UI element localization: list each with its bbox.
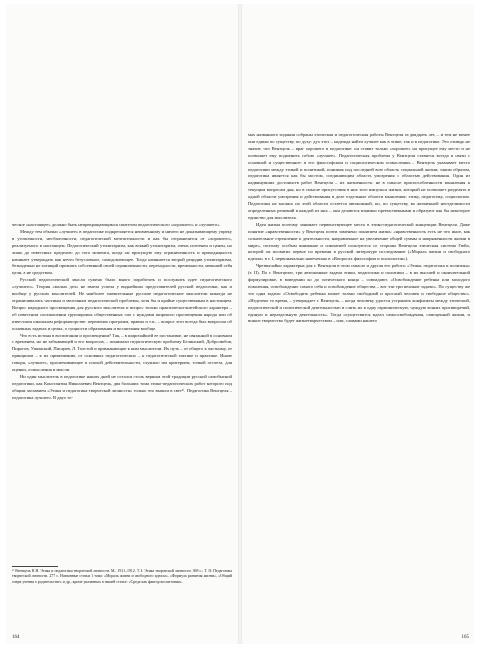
- page-number-left: 164: [12, 635, 20, 640]
- right-page-body: [248, 132, 470, 626]
- right-paragraph-2: Идея жизни поэтому занимает первенствующее место в этико-педагогической концепции Вентцеля. Даже понятие «нравственности» у Вентцеля почти заменено понятием жизнь: «нравственность есть не что иное, как сознательное стремление к деятельности, направленное на увеличение общей суммы и напряженности жизни в мире», поэтому особым внимание и симпатией пользуются со стороны Вентцеля этическая система Гюйо, которой он посвятил первое по времени в русской литературе исследование («Мораль жизни и свободного идеала» в т. I, первоначально напечатано в «Вопросах философии и психологии»).: [248, 221, 470, 262]
- right-paragraph-1: мах названного издания собраны этическая и педагогическая работы Вентцеля за двадцать лет, – и тем не менее они едины по существу, по духу: дух этот – надежда найти лучшее как в этике, так и в педагогике. Это отнюдь не значит, что Вентцель – враг хорошего в педагогике: он ставит только «хорошее» на присущее ему место и не позволяет ему подменить собою «лучшее». Педагогическая проблема у Вентцеля ставится всегда в связи с основной и существенное: в его философском и социологическом осмыслении… Вентцель указывает место педагогики между этикой и политикой, понимая под последней всю область социальной жизни; таким образом, педагогика является как бы мостом, соединяющим область умозрения с областью действования. Один из надвинувших достоинств работ Вентцеля – их жизненность: не в смысле приспособленности мышления к текущим вопросам дня, но в смысле присутствия в них того импульса жизни, который не позволяет разделять в одной области умозрения и действования в деле отдельные области мышления: этику, педагогику, социологию. Педагогика не касаясь их этой области остается автономной, но, по существу, во жизненной неотделимости определенных решений в каждой из них – они делаются взаимно преемственными и образуют как бы некоторое единство для мыслителя.: [248, 132, 470, 220]
- book-spread: [6, 4, 474, 644]
- right-page: [242, 4, 474, 644]
- left-paragraph-4: Что есть истина в воспитании и просвещении? Так, – в широчайшей ее постановке, не связанной в основном с временем, но не забывающей и его вопросов, – понимали педагогическую проблему Белинский, Добролюбов, Пирогов, Ушинский, Писарев, Л. Толстой и примыкающие к ним мыслители. Их путь – от общего к частному, от принципов – к их применению, от основных педагогических – к педагогической тактике и практике. Иначе говоря, «лучшее», просвечивающее в плохой действительности, служило им критерием, точкой отсчета, для оценки, осмысления и мысли.: [12, 332, 232, 373]
- footnote-1: ¹⁾ Вентцель К.Н. Этика и педагогика творческой личности. М., 1911–1912. Т. I: Этика творческой личности. 369 с.; Т. II: Педагогика творческой личности. 277 с. Названные статьи 1 тома: «Мораль жизни и свободного идеала», «Формула развития жизни», «Общий очерк учения о родительстве» и др., кроме указанных в нашей статье: «Среда как фактор воспитания».: [12, 569, 232, 584]
- left-paragraph-5: Ни один мыслитель в педагогике наших дней не остался столь верным этой традиции русской самобытной педагогики, как Константин Николаевич Вентцель, два больших тома этико-педагогических работ которого под общим заглавием «Этика и педагогика творческой личности» только что вышли в свет¹⁾. Педагогика Вентцеля – педагогика лучшего. В двух то-: [12, 373, 232, 400]
- left-paragraph-2: Между тем обычно «лучшее» в педагогике подкрепляется неизменному и ничего не доказывающему упреку в утопичности, несбыточности, педагогической мечтательности и как бы отграничится от «хорошего», реализуемого в настоящем. Педагогический утилитаризм, как всякий утилитаризм, очень почтенен и ценен, но лишь до известных пределов: до того момента, когда он присущую ему ограниченность и приходящность начинает утверждать как нечто безусловное, самодовлеющее. Тогда начинается второй рецидив утилитаризма, безнадежно не хотящий признать собственной своей ограниченности, переходности, временности, меньшей себя цели, а не средством.: [12, 228, 232, 276]
- left-page: [6, 4, 238, 644]
- left-paragraph-3: Русской педагогической мысли сужено было много поработать и послужить идее педагогического «лучшего». Теория «малых дел» не имела успеха у виднейших представителей русской педагогики, как и вообще у русских мыслителей. Не наиболее значительные русские педагогические мыслители никогда не ограничивались частным и мелочным педагогической проблемы, хотя бы и крайне существенным в настоящем. Вопрос народного просвещения для русского мыслителя и вопрос только практически-житейского характера – об известном соотношении группировок общественных сил с нуждами широкого просвещения народа или об известном школьном реформаторстве: переменах программ, правил и т.п., – вопрос этот всегда был вопросом об основных задачах и целях, о сущности образования и воспитания вообще.: [12, 277, 232, 331]
- left-paragraph-1: ческое «настоящее» должно быть непрекращающимся синтезом педагогического «хорошего» и «лучшего».: [12, 222, 221, 227]
- footnote-rule: [12, 566, 58, 567]
- page-number-right: 165: [461, 635, 469, 640]
- footnotes: [12, 569, 232, 585]
- right-paragraph-3: Чрезвычайно характерна для г. Вентцеля в этом смысле и другая его работа: «Этика, педагогика и политика» (т. II). По г. Вентцелю, три автономные задачи этики, педагогики и политики – в их высшей и окончательной формулировке, в воведении ко до эотического конца – совпадают. «Освобождение ребенка или молодого поколения, освобождение самого себя и освобождение общества – вот эти три великие задачи». По существу же это одна задача: «Освободить ребенка может только свободный и прослый человек и свободное общество». «Неделеко то время, – утверждает г. Вентцель, – когда человеку удастся устранить конфликты между этической, педагогической и политической деятельностью и слить их в одну гармоническую, чуждую всяких противоречий, единую и нераздельную деятельность». Тогда осуществится идеал самоосвобождения, самоценной жизни, и всякое творчество будет жизнетворчеством – или, словами нашего: [248, 263, 470, 324]
- left-page-body: [12, 222, 232, 562]
